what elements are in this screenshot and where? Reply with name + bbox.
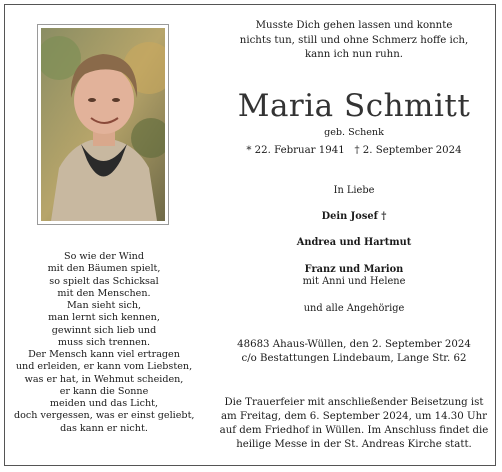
funeral-line: am Freitag, dem 6. September 2024, um 14.30 Uhr bbox=[220, 411, 488, 422]
birth-date: * 22. Februar 1941 bbox=[246, 145, 345, 156]
funeral-line: Die Trauerfeier mit anschließender Beisetzung ist bbox=[224, 397, 484, 408]
poem-line: man lernt sich kennen, bbox=[48, 312, 160, 324]
mourner-partner: Dein Josef † bbox=[321, 210, 387, 222]
funeral-line: auf dem Friedhof in Wüllen. Im Anschluss findet die bbox=[219, 425, 489, 436]
verse-line: kann ich nun ruhn. bbox=[304, 49, 404, 60]
address-line: 48683 Ahaus-Wüllen, den 2. September 2024 bbox=[237, 339, 471, 350]
poem-line: Man sieht sich, bbox=[66, 300, 142, 311]
funeral-info bbox=[216, 396, 492, 452]
poem-line: das kann er nicht. bbox=[60, 422, 148, 434]
poem-line: so spielt das Schicksal bbox=[49, 275, 159, 287]
verse bbox=[216, 19, 492, 63]
maiden-name: geb. Schenk bbox=[324, 127, 384, 138]
poem-line: doch vergessen, was er einst geliebt, bbox=[14, 410, 195, 422]
in-love-label: In Liebe bbox=[333, 185, 375, 196]
mourner-family: Franz und Marion bbox=[304, 263, 404, 275]
mourner-family: Andrea und Hartmut bbox=[296, 237, 412, 248]
poem-line: mit den Menschen. bbox=[57, 287, 151, 299]
poem-line: muss sich trennen. bbox=[57, 336, 151, 348]
poem bbox=[14, 251, 194, 435]
poem-line: Der Mensch kann viel ertragen bbox=[28, 349, 180, 360]
life-dates bbox=[216, 145, 492, 156]
poem-line: was er hat, in Wehmut scheiden, bbox=[24, 373, 184, 385]
poem-line: und erleiden, er kann vom Liebsten, bbox=[15, 361, 193, 373]
address-line: c/o Bestattungen Lindebaum, Lange Str. 62 bbox=[241, 353, 467, 364]
poem-line: gewinnt sich lieb und bbox=[51, 324, 157, 336]
poem-line: er kann die Sonne bbox=[59, 385, 149, 397]
poem-line: So wie der Wind bbox=[64, 251, 144, 262]
poem-line: mit den Bäumen spielt, bbox=[47, 263, 161, 275]
address bbox=[216, 338, 492, 366]
verse-line: Musste Dich gehen lassen und konnte bbox=[255, 20, 453, 31]
portrait-image bbox=[41, 28, 165, 221]
deceased-name: Maria Schmitt bbox=[237, 88, 471, 124]
mourner-grandchildren: mit Anni und Helene bbox=[302, 276, 406, 287]
death-date: † 2. September 2024 bbox=[354, 145, 462, 156]
portrait-photo bbox=[37, 24, 169, 225]
mourners bbox=[216, 185, 492, 315]
mourner-relatives: und alle Angehörige bbox=[303, 302, 405, 314]
poem-line: meiden und das Licht, bbox=[49, 398, 159, 409]
funeral-line: heilige Messe in der St. Andreas Kirche statt. bbox=[236, 439, 472, 450]
verse-line: nichts tun, still und ohne Schmerz hoffe ich, bbox=[239, 34, 469, 46]
